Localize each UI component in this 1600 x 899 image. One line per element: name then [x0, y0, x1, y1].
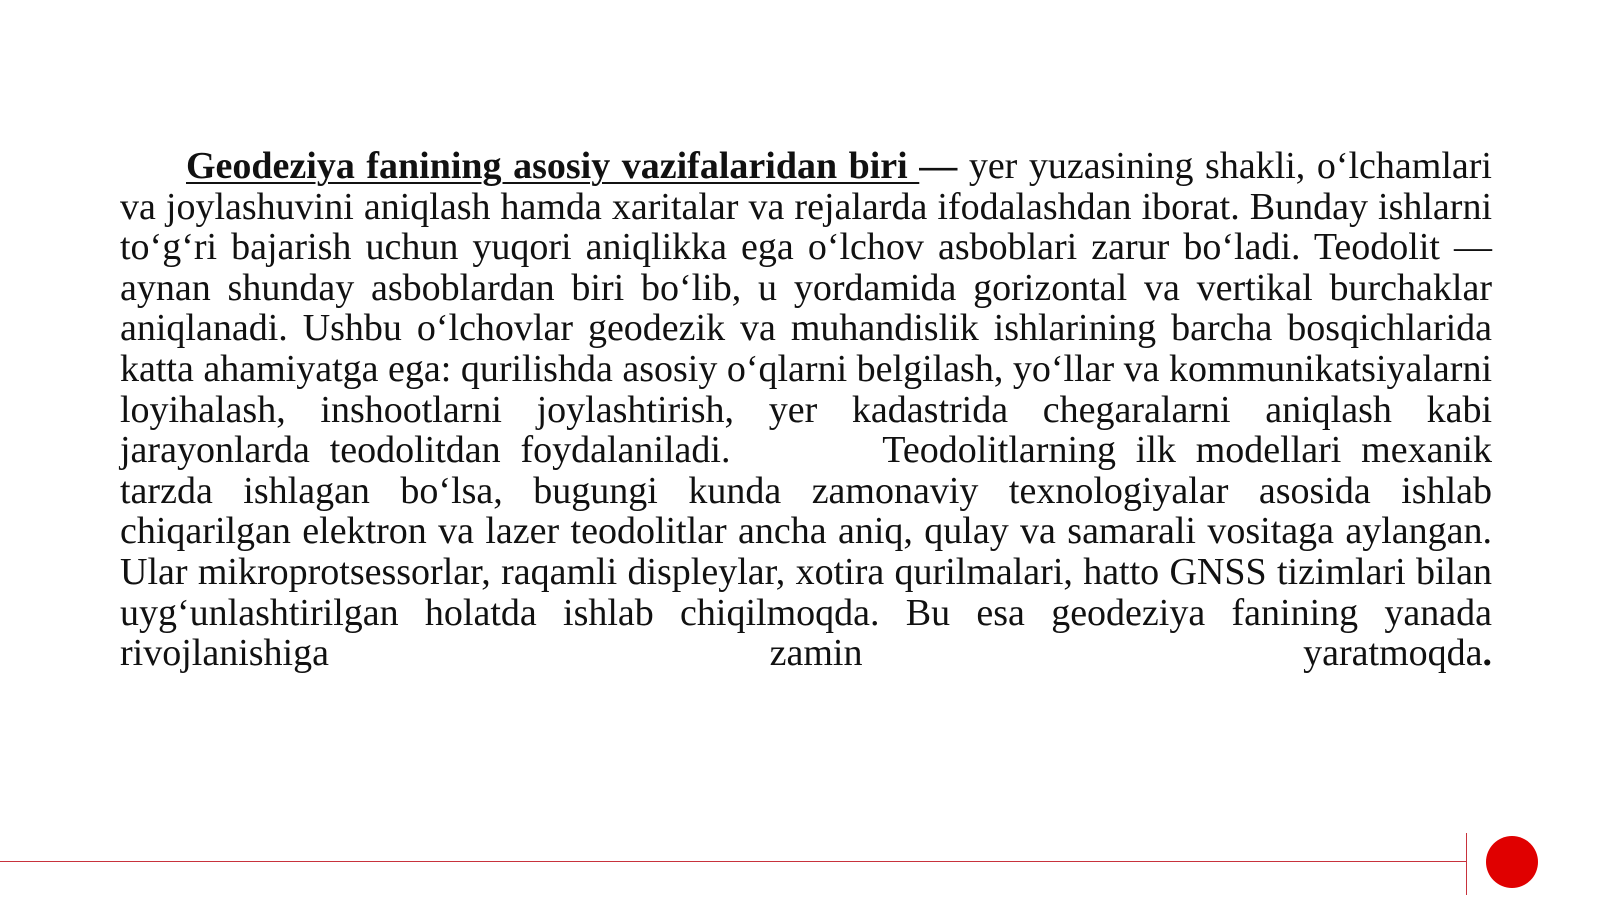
lead-dash: — — [919, 145, 958, 187]
paragraph-1-text: yer yuzasining shakli, o‘lchamlari va joylashuvini aniqlash hamda xaritalar va rejalarda ifodalashdan iborat. Bunday ishlarni to‘g‘ri bajarish uchun yuqori aniqlikka ega o‘lchov asboblari zarur bo‘ladi. Teodolit — aynan shunday asboblardan biri bo‘lib, u yordamida gorizontal va vertikal burchaklar aniqlanadi. Ushbu o‘lchovlar geodezik va muhandislik ishlarining barcha bosqichlarida katta ahamiyatga ega: qurilishda asosiy o‘qlarni belgilash, yo‘llar va kommunikatsiyalarni loyihalash, inshootlarni joylashtirish, yer kadastrida chegaralarni aniqlash kabi jarayonlarda teodolitdan foydalaniladi. — [120, 145, 1492, 472]
body-text — [120, 146, 1492, 674]
paragraph-2-end-mark: . — [1482, 632, 1492, 675]
footer-rule — [0, 861, 1466, 862]
lead-title-underlined — [120, 145, 919, 187]
footer-divider — [1466, 833, 1467, 895]
paragraph-2-text: Teodolitlarning ilk modellari mexanik tarzda ishlagan bo‘lsa, bugungi kunda zamonaviy texnologiyalar asosida ishlab chiqarilgan elektron va lazer teodolitlar ancha aniq, qulay va samarali vositaga aylangan. Ular mikroprotsessorlar, raqamli displeylar, xotira qurilmalari, hatto GNSS tizimlari bilan uyg‘unlashtirilgan holatda ishlab chiqilmoqda. Bu esa geodeziya fanining yanada rivojlanishiga zamin yaratmoqda — [120, 429, 1492, 675]
footer-red-dot — [1486, 836, 1538, 888]
lead-title: Geodeziya fanining asosiy vazifalaridan biri — [186, 145, 920, 187]
